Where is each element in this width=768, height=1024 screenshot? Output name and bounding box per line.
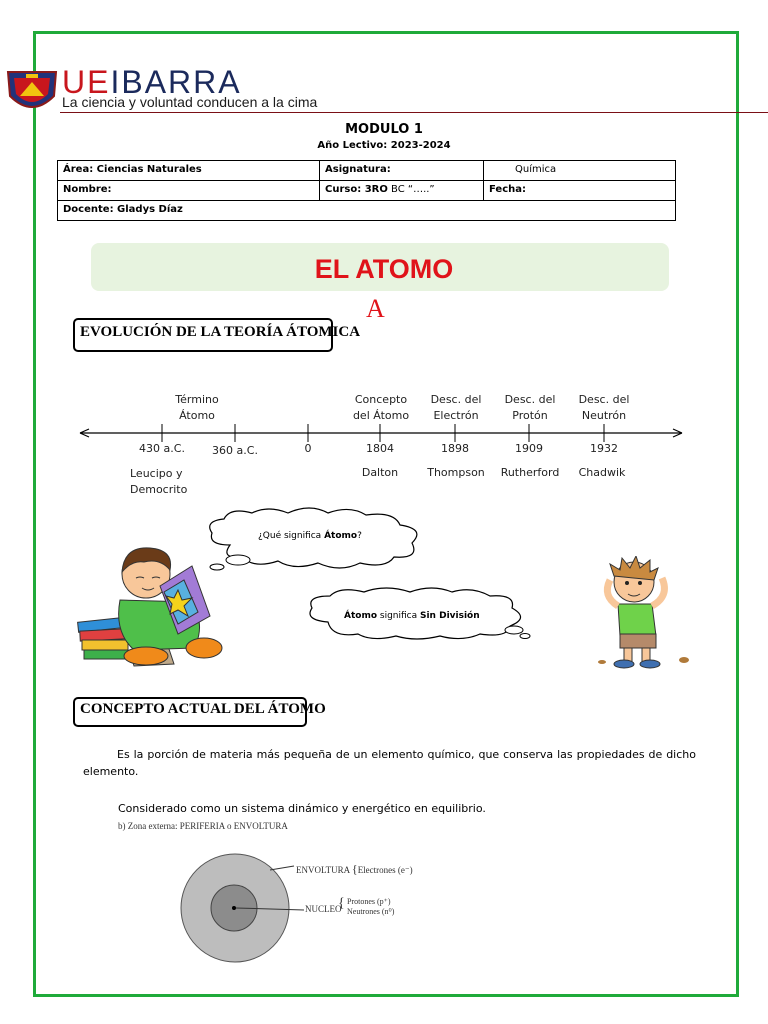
school-year: Año Lectivo: 2023-2024: [317, 140, 451, 151]
subject-value-cell: [484, 161, 676, 181]
header-rule: [60, 112, 768, 113]
page-title: EL ATOMO: [314, 254, 454, 284]
school-tagline: La ciencia y voluntad conducen a la cima: [62, 94, 318, 110]
system-paragraph: Considerado como un sistema dinámico y energético en equilibrio.: [118, 802, 486, 815]
timeline-scientist-leucipo: Leucipo y Democrito: [130, 467, 188, 496]
name-cell: Nombre:: [58, 181, 320, 201]
student-info-table: [57, 160, 676, 221]
timeline-scientist-dalton: Dalton: [361, 466, 399, 479]
zone-b-caption: b) Zona externa: PERIFERIA o ENVOLTURA: [118, 821, 288, 831]
brand-ue: UE: [62, 64, 111, 100]
timeline-scientist-rutherford: Rutherford: [500, 466, 560, 479]
definition-line-2: elemento.: [83, 765, 139, 778]
course-cell: [320, 181, 484, 201]
timeline-tick-label: 360 a.C.: [212, 444, 258, 457]
course-label: Curso: 3RO: [325, 184, 388, 195]
stray-letter: A: [366, 294, 385, 323]
brand-ibarra: IBARRA: [110, 64, 242, 100]
definition-line-1: Es la porción de materia más pequeña de un elemento químico, que conserva las propiedades de dicho: [117, 748, 696, 761]
section-heading-evolution: EVOLUCIÓN DE LA TEORÍA ÁTOMICA: [80, 324, 361, 340]
subject-label-cell: Asignatura:: [320, 161, 484, 181]
timeline-tick-label: 1932: [590, 442, 618, 455]
course-value: BC “…..”: [387, 184, 435, 195]
school-crest-logo: [4, 66, 60, 116]
bubble-answer-text: Átomo significa Sin División: [344, 611, 480, 621]
subject-value: Química: [515, 164, 557, 175]
timeline-tick-label: 0: [304, 442, 312, 455]
timeline-label-electron: Desc. del Electrón: [430, 393, 482, 422]
timeline-label-neutron: Desc. del Neutrón: [578, 393, 630, 422]
nucleo-label: NUCLEO: [305, 904, 342, 914]
definition-paragraph: [83, 746, 696, 780]
nucleo-particles: Protones (p⁺) Neutrones (n⁰): [347, 897, 395, 916]
timeline-tick-label: 1898: [441, 442, 469, 455]
bubble-question-text: ¿Qué significa Átomo?: [258, 531, 362, 541]
timeline-scientist-thompson: Thompson: [427, 466, 485, 479]
envoltura-label: ENVOLTURA {Electrones (e⁻): [296, 862, 413, 876]
timeline-label-concepto: Concepto del Átomo: [352, 393, 410, 422]
timeline-label-termino: Término Átomo: [175, 393, 219, 422]
area-cell: Área: Ciencias Naturales: [58, 161, 320, 181]
teacher-cell: Docente: Gladys Díaz: [58, 201, 676, 221]
timeline-tick-label: 1909: [515, 442, 543, 455]
timeline-label-proton: Desc. del Protón: [504, 393, 556, 422]
date-cell: Fecha:: [484, 181, 676, 201]
child-thinking-illustration: [596, 556, 696, 672]
section-heading-concept: CONCEPTO ACTUAL DEL ÁTOMO: [80, 701, 326, 717]
timeline-tick-label: 430 a.C.: [139, 442, 185, 455]
nucleo-brace: {: [338, 896, 345, 911]
timeline-tick-label: 1804: [366, 442, 394, 455]
timeline-scientist-chadwik: Chadwik: [578, 466, 626, 479]
child-reading-illustration: [74, 540, 224, 672]
module-title: MODULO 1: [345, 122, 423, 137]
